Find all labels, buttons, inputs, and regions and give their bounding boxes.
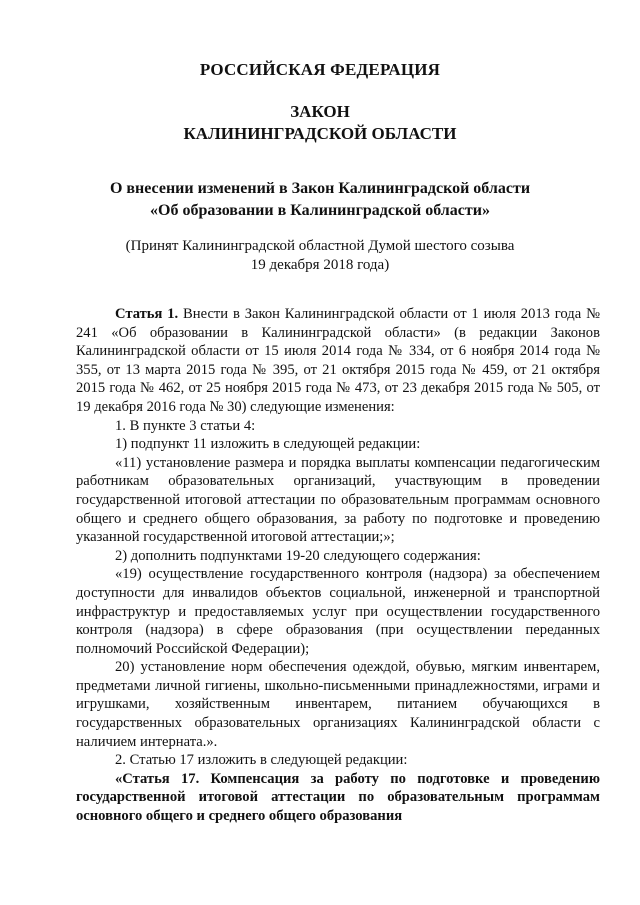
article1-paragraph — [76, 305, 600, 417]
law-heading-line2: КАЛИНИНГРАДСКОЙ ОБЛАСТИ — [183, 124, 457, 143]
federation-heading — [0, 60, 640, 80]
article17-heading-paragraph: «Статья 17. Компенсация за работу по подготовке и проведению государственной итоговой аттестации по образовательным программам основного общего и среднего общего образования — [76, 770, 600, 825]
subitem-11-text-paragraph: «11) установление размера и порядка выплаты компенсации педагогическим работникам образовательных организаций, участвующим в проведении государственной итоговой аттестации по образовательным программам основного общего и среднего общего образования, за работу по подготовке и проведению указанной государственной итоговой аттестации;»; — [76, 454, 600, 546]
law-title-line1: О внесении изменений в Закон Калининградской области — [109, 180, 531, 197]
adoption-note-line1: (Принят Калининградской областной Думой шестого созыва — [125, 238, 515, 254]
item-2-paragraph: 2. Статью 17 изложить в следующей редакции: — [115, 752, 408, 769]
law-heading — [0, 101, 640, 145]
federation-heading-text: РОССИЙСКАЯ ФЕДЕРАЦИЯ — [199, 60, 441, 79]
subitem-2-paragraph: 2) дополнить подпунктами 19-20 следующего содержания: — [115, 547, 481, 564]
subitem-20-text-paragraph: 20) установление норм обеспечения одеждой, обувью, мягким инвентарем, предметами личной гигиены, школьно-письменными принадлежностями, играми и игрушками, хозяйственным инвентарем, питанием обучающихся в государственных образовательных организациях Калининградской области с наличием интерната.». — [76, 659, 600, 750]
law-heading-line1: ЗАКОН — [290, 102, 350, 121]
adoption-note-line2: 19 декабря 2018 года) — [250, 257, 390, 273]
subitem-1-paragraph: 1) подпункт 11 изложить в следующей редакции: — [115, 436, 421, 453]
law-title-line2: «Об образовании в Калининградской области» — [150, 202, 490, 219]
subitem-19-text-paragraph: «19) осуществление государственного контроля (надзора) за обеспечением доступности для инвалидов объектов социальной, инженерной и транспортной инфраструктур и предоставляемых услуг при осуществлении государственного контроля (надзора) в сфере образования (при осуществлении переданных полномочий Российской Федерации); — [76, 566, 600, 657]
adoption-note — [0, 237, 640, 275]
law-body — [76, 305, 600, 826]
article1-text: Внести в Закон Калининградской области от 1 июля 2013 года № 241 «Об образовании в Калининградской области» (в редакции Законов Калининградской области от 15 июля 2014 года № 334, от 6 ноября 2014 года № 355, от 13 марта 2015 года № 395, от 21 октября 2015 года № 459, от 21 октября 2015 года № 462, от 25 ноября 2015 года № 473, от 23 декабря 2015 года № 505, от 19 декабря 2016 года № 30) следующие изменения: — [76, 306, 600, 415]
law-title — [0, 178, 640, 222]
item-1-paragraph: 1. В пункте 3 статьи 4: — [115, 417, 256, 434]
article1-label: Статья 1. — [115, 306, 179, 322]
